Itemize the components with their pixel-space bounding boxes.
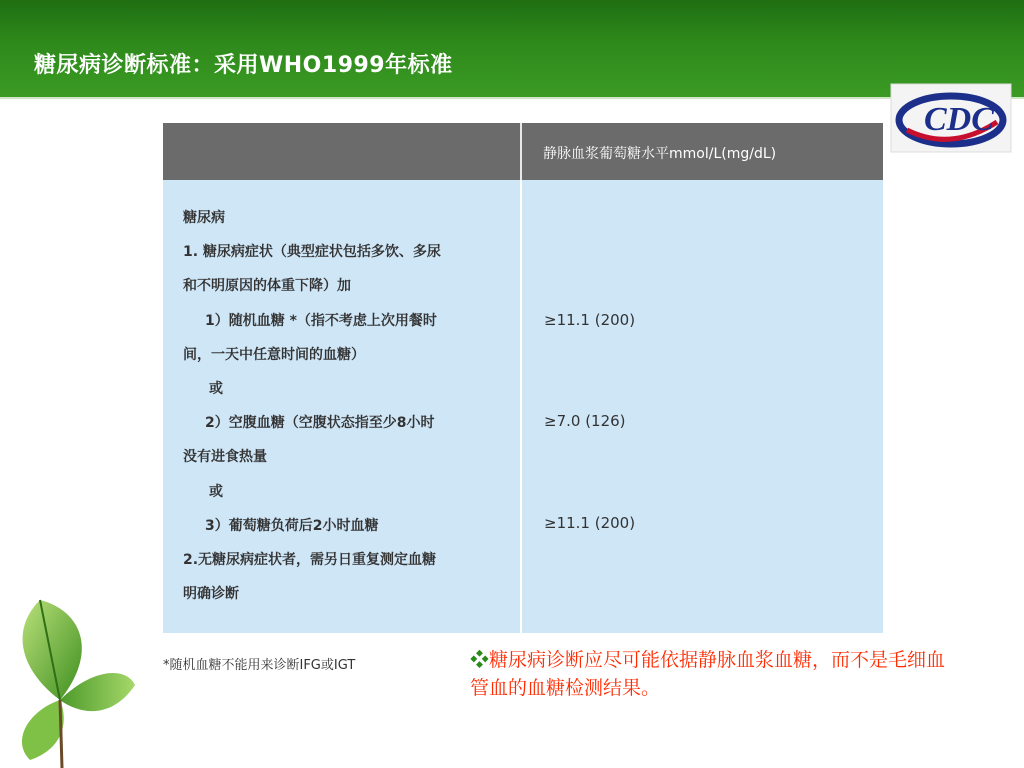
note-text: 糖尿病诊断应尽可能依据静脉血浆血糖，而不是毛细血管血的血糖检测结果。 <box>470 649 946 699</box>
ogtt-glucose-value: ≥11.1 (200) <box>544 514 636 532</box>
criteria-line: 明确诊断 <box>183 586 239 603</box>
header-glucose-level: 静脉血浆葡萄糖水平mmol/L(mg/dL) <box>543 146 777 162</box>
criteria-line: 或 <box>209 483 223 500</box>
diagnosis-table <box>163 123 883 633</box>
criteria-line: 3）葡萄糖负荷后2小时血糖 <box>205 517 379 534</box>
note-text-block <box>470 646 960 702</box>
criteria-line: 1）随机血糖 *（指不考虑上次用餐时 <box>205 312 437 329</box>
criteria-line: 间，一天中任意时间的血糖） <box>183 346 365 363</box>
cdc-logo <box>889 82 1013 154</box>
criteria-column <box>183 203 513 613</box>
footnote: *随机血糖不能用来诊断IFG或IGT <box>163 658 356 673</box>
random-glucose-value: ≥11.1 (200) <box>544 311 636 329</box>
criteria-line: 或 <box>209 380 223 397</box>
criteria-line: 1. 糖尿病症状（典型症状包括多饮、多尿 <box>183 244 441 261</box>
criteria-line: 没有进食热量 <box>183 449 267 466</box>
criteria-line: 2）空腹血糖（空腹状态指至少8小时 <box>205 415 435 432</box>
header-divider <box>520 123 522 180</box>
title-bar <box>0 0 1024 99</box>
page-title: 糖尿病诊断标准：采用WHO1999年标准 <box>34 53 453 78</box>
fasting-glucose-value: ≥7.0 (126) <box>544 412 626 430</box>
diamond-bullet-icon: ❖ <box>470 649 490 671</box>
criteria-line: 糖尿病 <box>183 210 225 226</box>
leaf-decoration <box>0 590 140 768</box>
criteria-line: 2.无糖尿病症状者，需另日重复测定血糖 <box>183 551 437 568</box>
body-divider <box>520 180 522 633</box>
criteria-line: 和不明原因的体重下降）加 <box>183 278 351 295</box>
logo-text: CDC <box>924 101 994 138</box>
